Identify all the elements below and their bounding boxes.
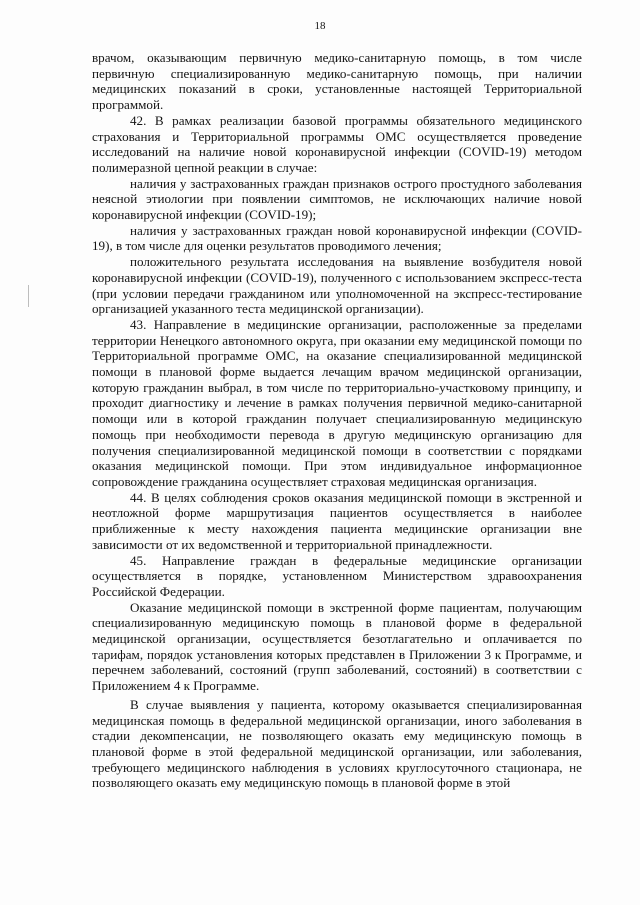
margin-mark (28, 285, 29, 307)
paragraph-emergency-care: Оказание медицинской помощи в экстренной форме пациентам, получающим специализированную медицинскую помощь в плановой форме в федеральной медицинской организации, осуществляется безотлагательно и оплачивается по тарифам, порядок установления которых представлен в Приложении 3 к Программе, и перечнем заболеваний, состояний (групп заболеваний, состояний) в соответствии с Приложением 4 к Программе. (92, 599, 582, 694)
paragraph-43: 43. Направление в медицинские организации, расположенные за пределами территории Ненецкого автономного округа, при оказании ему медицинской помощи по Территориальной программе ОМС, на оказание специализированной медицинской помощи в плановой форме выдается лечащим врачом медицинской организации, которую гражданин выбрал, в том числе по территориально-участковому принципу, и проходит диагностику и лечение в рамках получения первичной медико-санитарной помощи или в которой гражданин получает специализированную медицинскую помощь при необходимости перевода в другую медицинскую организацию для получения специализированной медицинской помощи в соответствии с порядками оказания медицинской помощи. При этом индивидуальное информационное сопровождение гражданина осуществляет страховая медицинская организация. (92, 316, 582, 489)
paragraph-45: 45. Направление граждан в федеральные медицинские организации осуществляется в порядке, установленном Министерством здравоохранения Российской Федерации. (92, 552, 582, 599)
paragraph-42: 42. В рамках реализации базовой программы обязательного медицинского страхования и Территориальной программы ОМС осуществляется проведение исследований на наличие новой коронавирусной инфекции (COVID-19) методом полимеразной цепной реакции в случае: (92, 112, 582, 175)
paragraph-42-case-express-test: положительного результата исследования на выявление возбудителя новой коронавирусной инфекции (COVID-19), полученного с использованием экспресс-теста (при условии передачи гражданином или уполномоченной на экспресс-тестирование организацией указанного теста медицинской организации). (92, 254, 582, 317)
page-number: 18 (314, 20, 326, 32)
document-body (92, 50, 582, 791)
paragraph-42-case-infection: наличия у застрахованных граждан новой коронавирусной инфекции (COVID-19), в том числе для оценки результатов проводимого лечения; (92, 222, 582, 254)
paragraph-44: 44. В целях соблюдения сроков оказания медицинской помощи в экстренной и неотложной форме маршрутизация пациентов осуществляется в наиболее приближенные к месту нахождения пациента медицинские организации вне зависимости от их ведомственной и территориальной принадлежности. (92, 489, 582, 552)
paragraph-continuation: врачом, оказывающим первичную медико-санитарную помощь, в том числе первичную специализированную медико-санитарную помощь, при наличии медицинских показаний в сроки, установленные настоящей Территориальной программой. (92, 50, 582, 113)
paragraph-42-case-symptoms: наличия у застрахованных граждан признаков острого простудного заболевания неясной этиологии при появлении симптомов, не исключающих наличие новой коронавирусной инфекции (COVID-19); (92, 175, 582, 223)
paragraph-decompensation: В случае выявления у пациента, которому оказывается специализированная медицинская помощь в федеральной медицинской организации, иного заболевания в стадии декомпенсации, не позволяющего оказать ему медицинскую помощь в плановой форме в этой федеральной медицинской организации, или заболевания, требующего медицинского наблюдения в условиях круглосуточного стационара, не позволяющего оказать ему медицинскую помощь в плановой форме в этой (92, 696, 582, 791)
